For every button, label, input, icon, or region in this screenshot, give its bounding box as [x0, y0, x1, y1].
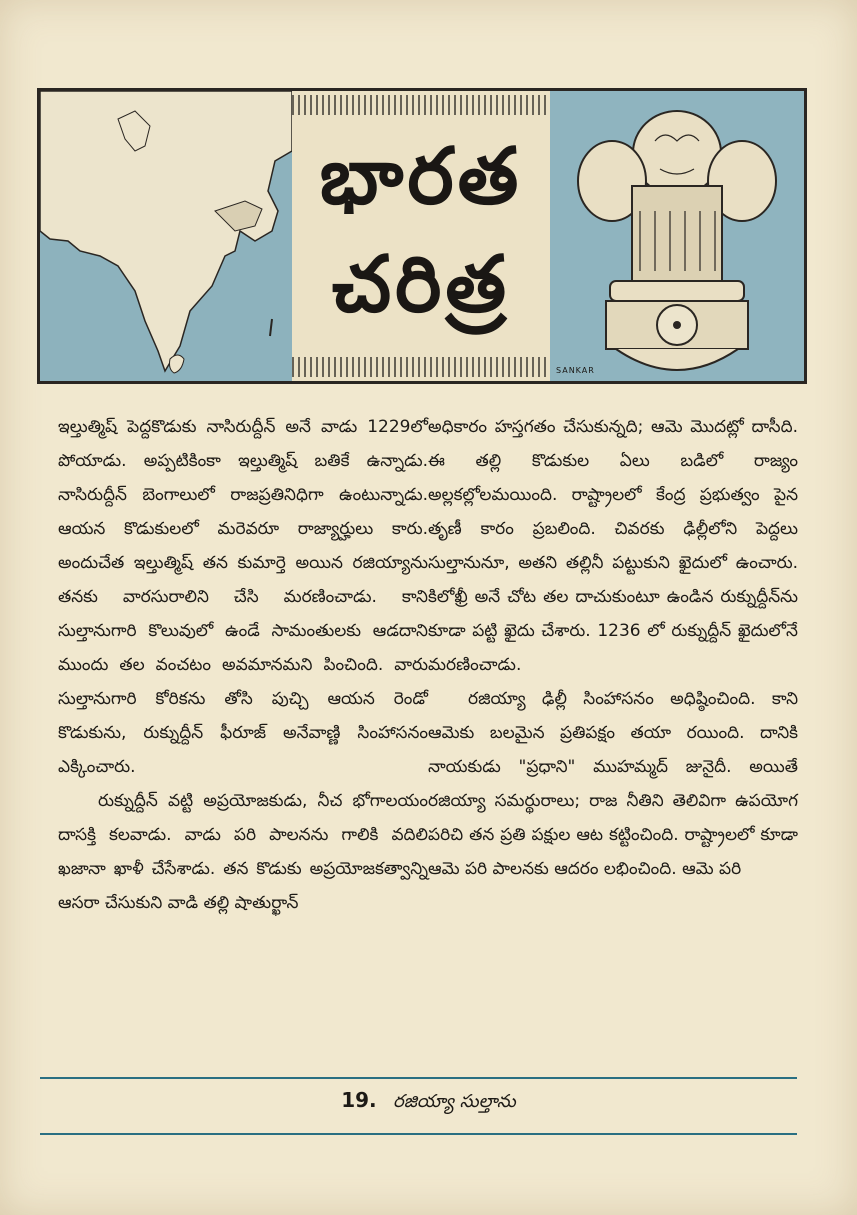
paragraph: రుక్నుద్దీన్ వట్టి అప్రయోజకుడు, నీచ భోగాలయం దాసక్తి కలవాడు. వాడు పరి పాలనను గాలికి వదిలి ఖజానా ఖాళీ చేసేశాడు. తన కొడుకు అప్రయోజకత్వాన్ని ఆసరా చేసుకుని వాడి తల్లి షాతుర్ఖాన్	[58, 791, 428, 913]
left-text-column	[58, 410, 428, 920]
artist-signature: SANKAR	[556, 366, 595, 375]
india-map-icon	[40, 91, 292, 381]
paragraph: రజియ్యా ఢిల్లీ సింహాసనం అధిష్ఠించింది. కాని ఆమెకు బలమైన ప్రతిపక్షం తయా రయింది. దానికి నాయకుడు "ప్రధాని" ముహమ్మద్ జునైదీ. అయితే రజియ్యా సమర్థురాలు; రాజ నీతిని తెలివిగా ఉపయోగ పరిచి తన ప్రతి పక్షుల ఆట కట్టించింది. రాష్ట్రాలలో కూడా ఆమె పరి పాలనకు ఆదరం లభించింది. ఆమె పరి	[428, 689, 798, 879]
paragraph: అధికారం హస్తగతం చేసుకున్నది; ఆమె మొదట్లో దాసీది. ఈ తల్లి కొడుకుల ఏలు బడిలో రాజ్యం అల్లకల్లోలమయింది. రాష్ట్రాలలో కేంద్ర ప్రభుత్వం పైన తృణీ కారం ప్రబలింది. చివరకు ఢిల్లీలోని పెద్దలు సుల్తానునూ, అతని తల్లినీ పట్టుకుని ఖైదులో ఉంచారు. కిలోఖ్రీ అనే చోట తల దాచుకుంటూ ఉండిన రుక్నుద్దీన్‌ను కూడా పట్టి ఖైదు చేశారు. 1236 లో రుక్నుద్దీన్ ఖైదులోనే మరణించాడు.	[428, 417, 798, 675]
title-panel	[292, 91, 550, 381]
chapter-number: 19.	[341, 1088, 377, 1112]
paragraph: ఇల్తుత్మిష్ పెద్దకొడుకు నాసిరుద్దీన్ అనే వాడు 1229లో పోయాడు. అప్పటికింకా ఇల్తుత్మిష్ బతికే ఉన్నాడు. నాసిరుద్దీన్ బెంగాలులో రాజప్రతినిధిగా ఉంటున్నాడు. ఆయన కొడుకులలో మరెవరూ రాజ్యార్హులు కారు. అందుచేత ఇల్తుత్మిష్ తన కుమార్తె అయిన రజియ్యాను తనకు వారసురాలిని చేసి మరణించాడు. కాని సుల్తానుగారి కొలువులో ఉండే సామంతులకు ఆడదాని ముందు తల వంచటం అవమానమని పించింది. వారు సుల్తానుగారి కోరికను తోసి పుచ్చి ఆయన రెండో కొడుకును, రుక్నుద్దీన్ ఫీరూజ్ అనేవాణ్ణి సింహాసనం ఎక్కించారు.	[58, 417, 428, 777]
right-text-column	[428, 410, 798, 886]
footer-rule-bottom	[40, 1133, 797, 1135]
decorative-border-bottom	[292, 357, 550, 377]
chapter-title: రజియ్యా సుల్తాను	[393, 1091, 516, 1112]
decorative-border-top	[292, 95, 550, 115]
page-footer	[0, 1088, 857, 1116]
footer-rule-top	[40, 1077, 797, 1079]
lion-capital-emblem-icon	[550, 91, 804, 381]
banner-title-line1: భారత	[319, 131, 523, 222]
emblem-panel	[550, 91, 804, 381]
banner-title-line2: చరిత్ర	[331, 239, 511, 330]
title-banner	[37, 88, 807, 384]
india-map-panel	[40, 91, 292, 381]
